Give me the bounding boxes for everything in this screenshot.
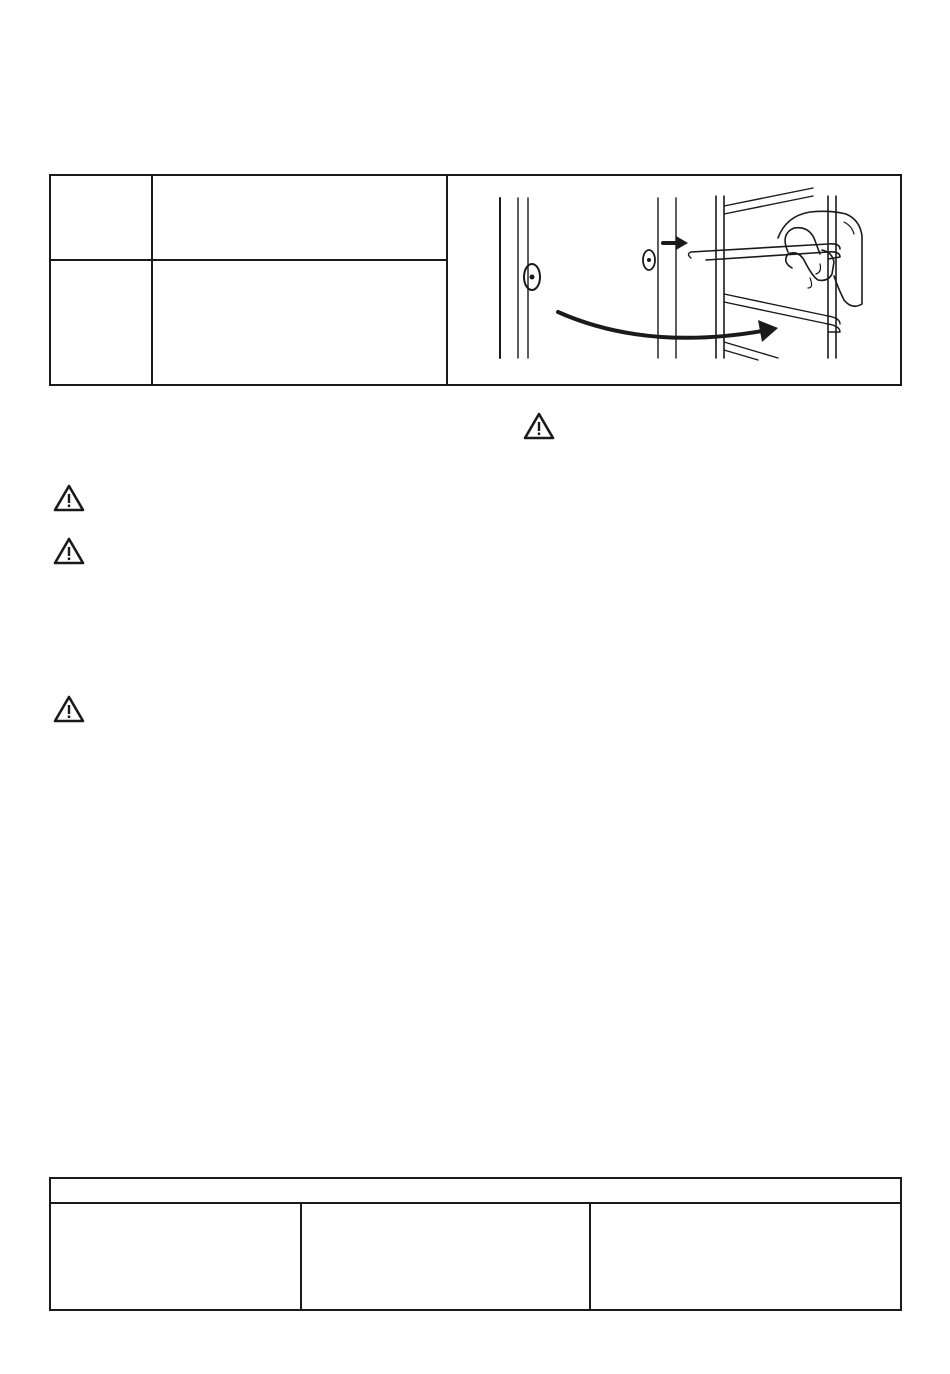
bottom-table-column-divider-2 <box>589 1202 591 1311</box>
warning-triangle-icon <box>52 694 86 724</box>
warning-triangle-icon <box>52 536 86 566</box>
warning-triangle-icon <box>52 483 86 513</box>
top-table-row-divider <box>49 259 448 261</box>
bottom-table-column-divider-1 <box>300 1202 302 1311</box>
warning-triangle-icon <box>522 411 556 441</box>
top-table-label-divider <box>151 174 153 386</box>
bottom-table <box>49 1177 902 1311</box>
bottom-table-header-divider <box>49 1202 902 1204</box>
shelf-support-illustration <box>448 176 900 384</box>
